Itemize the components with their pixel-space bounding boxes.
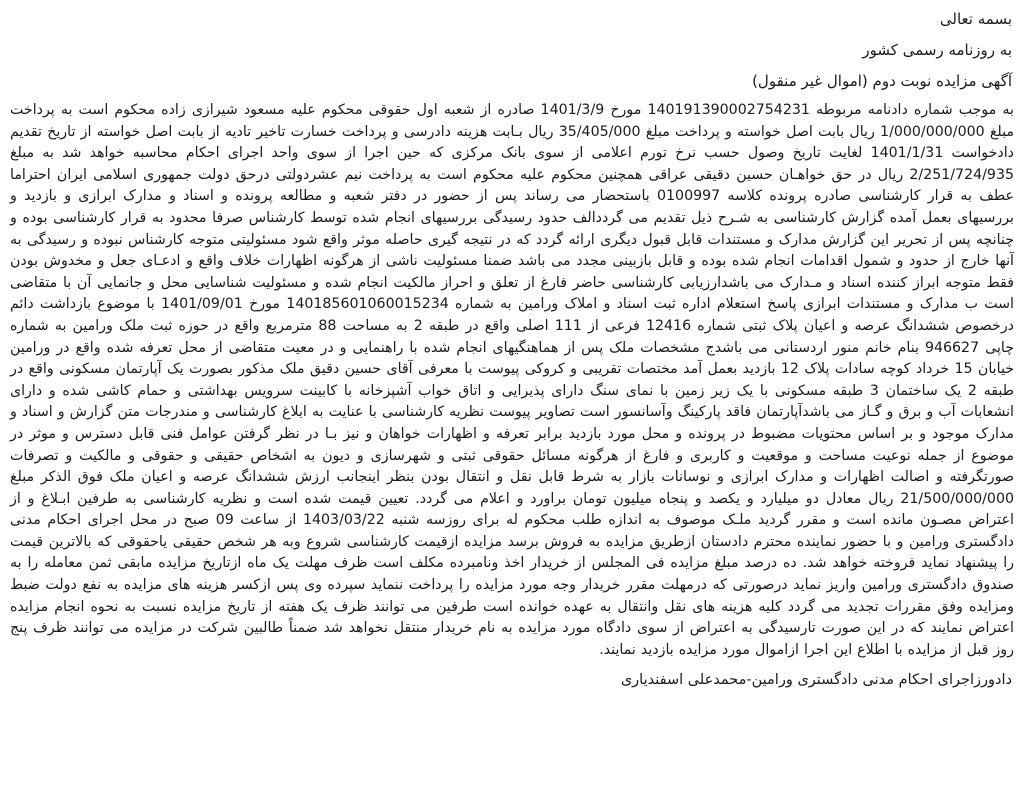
newspaper-addressee: به روزنامه رسمی کشور xyxy=(862,41,1012,59)
notice-body: به موجب شماره دادنامه مربوطه 140191390002754231 مورخ 1401/3/9 صادره از شعبه اول حقوقی محکوم علیه مسعود شیرازی زاده محکوم است به پرداخت مبلغ 1/000/000/000 ریال بابت اصل خواسته و پرداخت مبلغ 35/405/000 ریال بـابت هزینه دادرسی و پرداخت خسارت تاخیر تادیه از بابت اصل خواسته از تاریخ تقدیم دادخواست 1401/1/31 لغایت تاریخ وصول حسب نرخ تورم اعلامی از سوی بانک مرکزی که حین اجرا از سوی واحد اجرای احکام محاسبه خواهد شد به مبلغ 2/251/724/935 ریال در حق خواهـان حسین دقیقی عراقی همچنین محکوم علیه محکوم است به پرداخت نیم عشردولتی درحق دولت جمهوری اسلامی ایران احتراما عطف به قرار کارشناسی صادره پرونده کلاسه 0100997 باستحضار می رساند پس از حضور در دفتر شعبه و مطالعه پرونده و اسناد و مدارک ابرازی و بازدید و بررسیهای بعمل آمده گزارش کارشناسی به شـرح ذیل تقدیم می گردد‌الف حدود رسیدگی بررسیهای انجام شده توسط کارشناس صرفا محدود به قرار کارشناسی بوده و چنانچه پس از تحریر این گزارش مدارک و مستندات قابل قبول دیگری ارائه گردد که در نتیجه گیری حاصله موثر واقع شود مسئولیتی متوجه کارشناس نبوده و رسیدگی به آنها خارج از حدود و شمول اقدامات انجام شده بوده و قابل بازبینی مجدد می باشد ضمنا مسئولیت ناشی از هرگونه اظهارات خلاف واقع و ادعـای جعل و مخدوش بودن فقط متوجه ابراز کننده اسناد و مـدارک می باشدارزیابی کارشناسی حاضر فارغ از تعلق و احراز مالکیت انجام شده و مسئولیت شناسایی محل و جانمایی آن با متقاضی است ب مدارک و مستندات ابرازی پاسخ استعلام اداره ثبت اسناد و املاک ورامین به شماره 140185601060015234 مورخ 1401/09/01 با موضوع بازداشت دائم درخصوص ششدانگ عرصه و اعیان پلاک ثبتی شماره 12416 فرعی از 111 اصلی واقع در طبقه 2 به مساحت 88 مترمربع واقع در حوزه ثبت ملک ورامین به شماره چاپی 946627 بنام خانم منور اردستانی می باشد‌ج مشخصات ملک پس از هماهنگیهای انجام شده با راهنمایی و در معیت متقاضی از محل تعرفه شده واقع در ورامین خیابان 15 خرداد کوچه سادات پلاک 12 بازدید بعمل آمد مختصات تقریبی و کروکی پیوست با معرفی آقای حسین دقیق ملک مذکور بصورت یک آپارتمان مسکونی واقع در طبقه 2 یک ساختمان 3 طبقه مسکونی با یک زیر زمین با نمای سنگ دارای پذیرایی و اتاق خواب آشپزخانه با کابینت سرویس بهداشتی و حمام کاشی شده و دارای انشعابات آب و برق و گـاز می باشدآپارتمان فاقد پارکینگ وآسانسور است تصاویر پیوست نظریه کارشناسی با عنایت به ابلاغ کارشناسی و مندرجات متن گزارش و اسناد و مدارک موجود و بر اساس محتویات مضبوط در پرونده و محل مورد بازدید برابر تعرفه و اظهارات خواهان و نیز بـا در نظر گرفتن عوامل فنی قابل دسترس و موثر در موضوع از جمله نوعیت مساحت و موقعیت و کاربری و فارغ از هرگونه مسائل حقوقی ثبتی و شهرسازی و دیون به اشخاص حقیقی و حقوقی و مالکیت و تصرفات صورتگرفته و اصالت اظهارات و مدارک ابرازی و نوسانات بازار به شرط قابل نقل و انتقال بودن بنظر اینجانب ارزش ششدانگ عرصه و اعیان ملک فوق الذکر مبلغ 21/500/000/000 ریال معادل دو میلیارد و یکصد و پنجاه میلیون تومان براورد و اعلام می گردد. تعیین قیمت شده است و نظریه کارشناسی به طرفین ابـلاغ و از اعتراض مصـون مانده است و مقرر گردید ملـک موصوف به اندازه طلب محکوم له برای روزسه شنبه 1403/03/22 از ساعت 09 صبح در محل اجرای احکام مدنی دادگستری ورامین و با حضور نماینده محترم دادستان ازطریق مزایده به فروش برسد مزایده ازقیمت کارشناسی شروع وبه هر شخص حقیقی یاحقوقی که بالاترین قیمت را پیشنهاد نماید فروخته خواهد شد. ده درصد مبلغ مزایده فی المجلس از خریدار اخذ ونامبرده مکلف است ظرف مهلت یک ماه ازتاریخ مزایده مابقی ثمن معامله را به صندوق دادگستری ورامین واریز نماید درصورتی که درمهلت مقرر خریدار وجه مورد مزایده را پرداخت ننماید سپرده وی پس ازکسر هزینه های مزایده به نفع دولت ضبط ومزایده وفق مقررات تجدید می گردد کلیه هزینه های نقل وانتقال به عهده خوانده است طرفین می توانند ظرف یک هفته از تاریخ مزایده نسبت به نحوه انجام مزایده اعتراض نمایند که در این صورت تارسیدگی به اعتراض از سوی دادگاه مورد مزایده به نام خریدار منتقل نخواهد شد ضمناً طالبین شرکت در مزایده می توانند ظرف پنج روز قبل از مزایده با اطلاع این اجرا ازاموال مورد مزایده بازدید نمایند. xyxy=(10,102,1015,658)
basmala-heading: بسمه تعالی xyxy=(939,10,1012,28)
notice-page xyxy=(8,6,1016,800)
signature-line: دادورزاجرای احکام مدنی دادگستری ورامین-محمدعلی اسفندیاری xyxy=(620,672,1012,689)
notice-title: آگهی مزایده نوبت دوم (اموال غیر منقول) xyxy=(752,72,1012,90)
